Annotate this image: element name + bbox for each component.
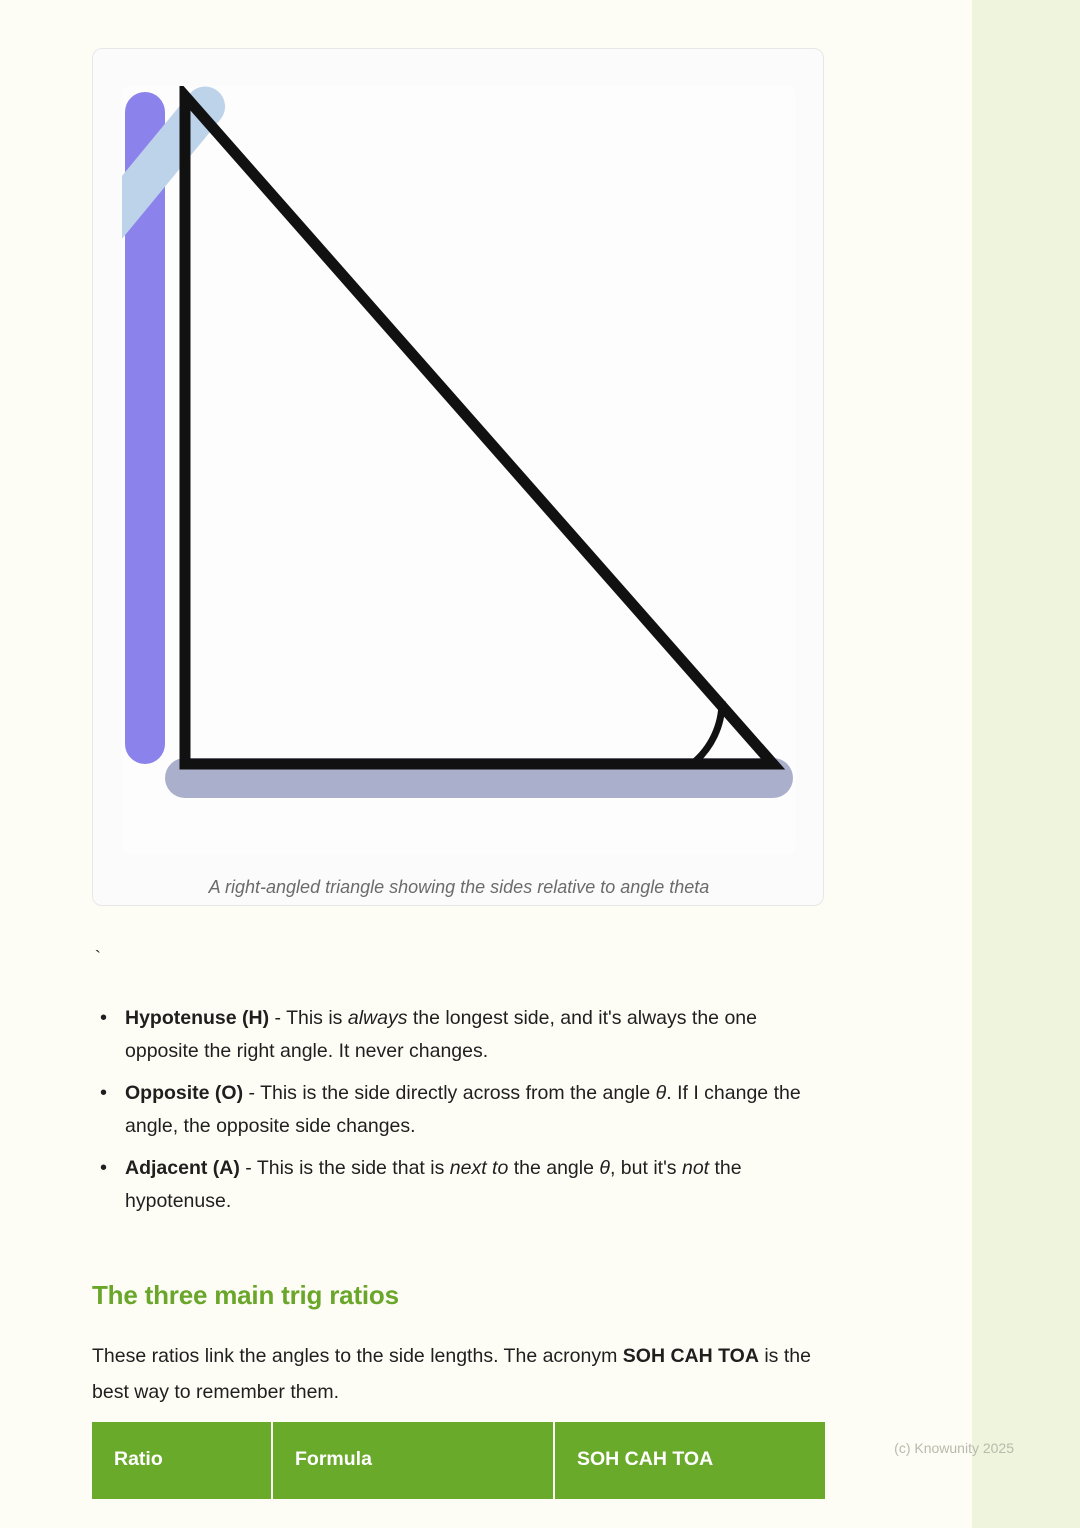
definition-dash: - <box>239 1157 257 1179</box>
intro-paragraph: These ratios link the angles to the side lengths. The acronym SOH CAH TOA is the best way to remember them. <box>92 1344 811 1403</box>
figure-caption: A right-angled triangle showing the sides relative to angle theta <box>208 877 710 897</box>
definition-text: This is the side that is next to the angle θ, but it's not the hypotenuse. <box>125 1157 742 1212</box>
column-header-soh-cah-toa: SOH CAH TOA <box>554 1422 825 1499</box>
column-header-formula: Formula <box>272 1422 554 1499</box>
definition-term: Hypotenuse (H) <box>125 1007 270 1029</box>
copyright-watermark: (c) Knowunity 2025 <box>894 1440 1014 1456</box>
theta-angle-arc <box>692 701 722 764</box>
right-angled-triangle-diagram <box>122 86 796 854</box>
page-title: The three main trig ratios <box>92 1279 399 1310</box>
table-header-row <box>92 1422 825 1499</box>
figure-card <box>92 48 824 906</box>
definition-term: Adjacent (A) <box>125 1157 240 1179</box>
right-margin-strip <box>972 0 1080 1528</box>
list-item <box>92 1002 832 1068</box>
triangle-outline <box>185 96 773 764</box>
definitions-list <box>92 1002 832 1227</box>
column-header-ratio: Ratio <box>92 1422 272 1499</box>
stray-backtick: ` <box>92 948 104 970</box>
definition-dash: - <box>269 1007 287 1029</box>
definition-text: This is the side directly across from the angle θ. If I change the angle, the opposite side changes. <box>125 1082 801 1137</box>
figure-image-area <box>122 86 796 854</box>
definition-term: Opposite (O) <box>125 1082 244 1104</box>
list-item <box>92 1152 832 1218</box>
list-item <box>92 1077 832 1143</box>
trig-ratios-table <box>92 1422 825 1499</box>
definition-text: This is always the longest side, and it's always the one opposite the right angle. It never changes. <box>125 1007 757 1062</box>
definition-dash: - <box>243 1082 261 1104</box>
